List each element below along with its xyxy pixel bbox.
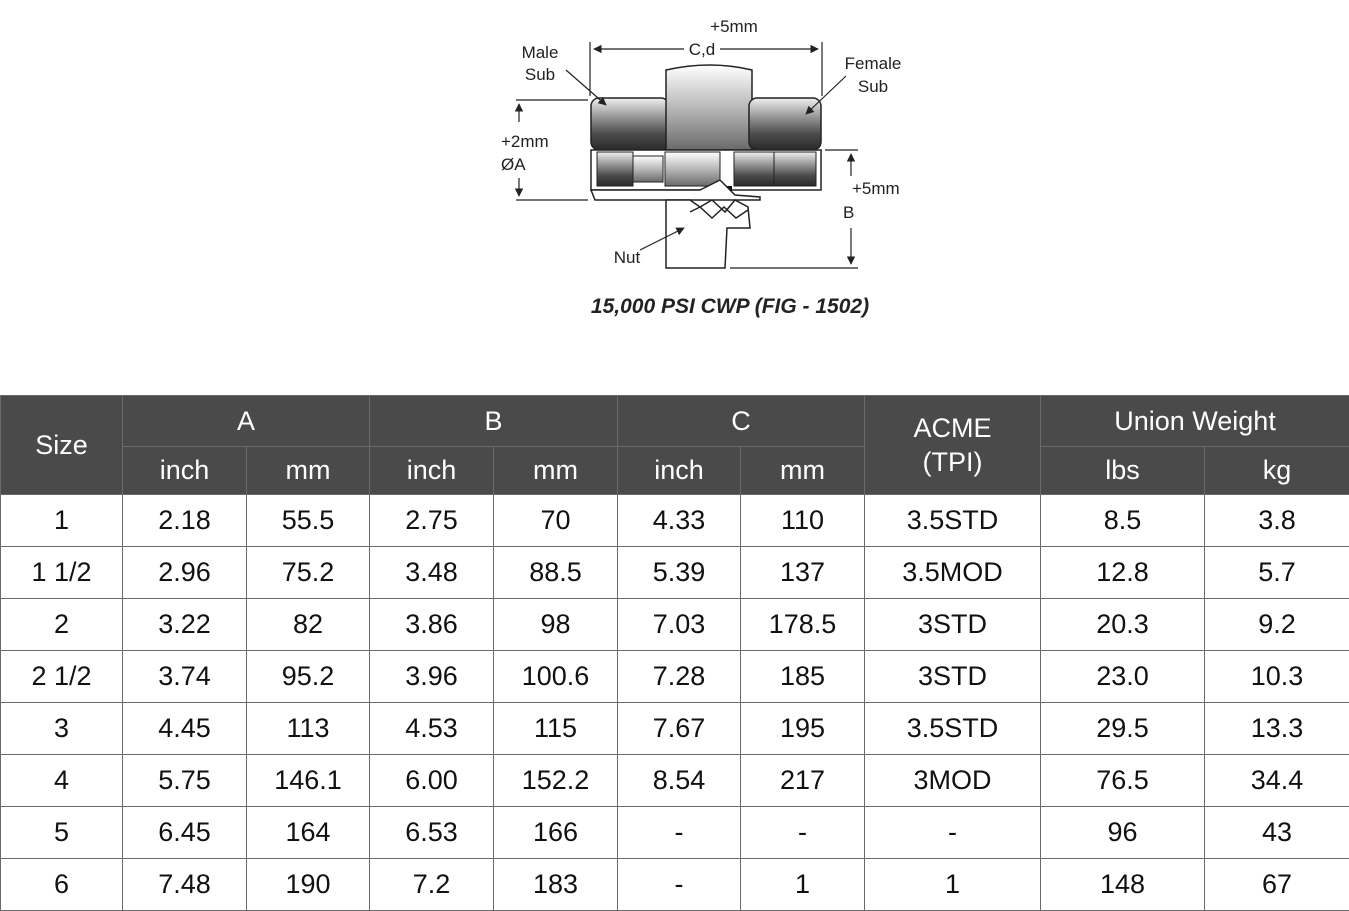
header-a-inch: inch <box>123 447 247 495</box>
cell-weight-kg: 10.3 <box>1205 651 1349 703</box>
header-b: B <box>370 396 618 447</box>
cell-b-mm: 88.5 <box>494 547 618 599</box>
cell-c-mm: 110 <box>741 495 865 547</box>
cell-acme-tpi: - <box>865 807 1041 859</box>
cell-c-inch: 7.67 <box>618 703 741 755</box>
cell-weight-kg: 43 <box>1205 807 1349 859</box>
cell-size: 6 <box>1 859 123 911</box>
cell-weight-lbs: 29.5 <box>1041 703 1205 755</box>
cell-a-mm: 146.1 <box>247 755 370 807</box>
male-sub-label-2: Sub <box>525 65 555 84</box>
cell-c-mm: - <box>741 807 865 859</box>
header-a-mm: mm <box>247 447 370 495</box>
cell-a-inch: 7.48 <box>123 859 247 911</box>
cell-b-mm: 100.6 <box>494 651 618 703</box>
cell-b-mm: 115 <box>494 703 618 755</box>
cell-b-inch: 4.53 <box>370 703 494 755</box>
cell-size: 3 <box>1 703 123 755</box>
cell-size: 4 <box>1 755 123 807</box>
dimension-cd-label: C,d <box>689 40 715 59</box>
figure-caption: 15,000 PSI CWP (FIG - 1502) <box>591 295 869 318</box>
union-diagram <box>0 0 1349 340</box>
cell-a-mm: 190 <box>247 859 370 911</box>
cell-a-mm: 95.2 <box>247 651 370 703</box>
cell-weight-kg: 9.2 <box>1205 599 1349 651</box>
cell-size: 5 <box>1 807 123 859</box>
tolerance-left-label: +2mm <box>501 132 549 151</box>
header-c-mm: mm <box>741 447 865 495</box>
table-row <box>1 495 1349 547</box>
male-sub-shape <box>591 98 669 150</box>
table-row <box>1 599 1349 651</box>
table-row <box>1 547 1349 599</box>
cell-a-mm: 82 <box>247 599 370 651</box>
cell-a-inch: 5.75 <box>123 755 247 807</box>
cell-weight-lbs: 12.8 <box>1041 547 1205 599</box>
table-row <box>1 703 1349 755</box>
cell-a-inch: 2.96 <box>123 547 247 599</box>
header-c: C <box>618 396 865 447</box>
cell-c-inch: - <box>618 859 741 911</box>
cell-weight-lbs: 23.0 <box>1041 651 1205 703</box>
cell-c-mm: 217 <box>741 755 865 807</box>
header-acme <box>865 396 1041 495</box>
cell-c-mm: 1 <box>741 859 865 911</box>
cell-b-inch: 7.2 <box>370 859 494 911</box>
cell-acme-tpi: 3.5MOD <box>865 547 1041 599</box>
header-b-mm: mm <box>494 447 618 495</box>
male-sub-label-1: Male <box>522 43 559 62</box>
header-union-weight: Union Weight <box>1041 396 1349 447</box>
nut-label: Nut <box>614 248 641 267</box>
cell-weight-lbs: 148 <box>1041 859 1205 911</box>
cell-a-mm: 75.2 <box>247 547 370 599</box>
cell-c-mm: 178.5 <box>741 599 865 651</box>
cell-a-inch: 3.74 <box>123 651 247 703</box>
cell-size: 2 1/2 <box>1 651 123 703</box>
cell-a-inch: 6.45 <box>123 807 247 859</box>
cell-b-mm: 98 <box>494 599 618 651</box>
cell-weight-lbs: 96 <box>1041 807 1205 859</box>
cell-a-inch: 3.22 <box>123 599 247 651</box>
table-row <box>1 859 1349 911</box>
header-acme-line1: ACME <box>914 413 992 443</box>
cell-size: 2 <box>1 599 123 651</box>
cell-c-mm: 195 <box>741 703 865 755</box>
cell-size: 1 <box>1 495 123 547</box>
cell-b-mm: 183 <box>494 859 618 911</box>
spec-table <box>0 395 1349 911</box>
tolerance-top-label: +5mm <box>710 17 758 36</box>
cell-a-mm: 113 <box>247 703 370 755</box>
cell-weight-lbs: 20.3 <box>1041 599 1205 651</box>
table-row <box>1 755 1349 807</box>
cell-c-mm: 185 <box>741 651 865 703</box>
cell-acme-tpi: 3MOD <box>865 755 1041 807</box>
cell-b-inch: 3.48 <box>370 547 494 599</box>
cell-b-inch: 2.75 <box>370 495 494 547</box>
header-lbs: lbs <box>1041 447 1205 495</box>
female-sub-shape <box>749 98 821 150</box>
cell-a-mm: 164 <box>247 807 370 859</box>
cell-b-inch: 3.96 <box>370 651 494 703</box>
header-c-inch: inch <box>618 447 741 495</box>
cell-acme-tpi: 3STD <box>865 599 1041 651</box>
table-body <box>1 495 1349 911</box>
table-row <box>1 807 1349 859</box>
cell-b-inch: 3.86 <box>370 599 494 651</box>
header-a: A <box>123 396 370 447</box>
header-acme-line2: (TPI) <box>923 447 983 477</box>
cell-a-inch: 4.45 <box>123 703 247 755</box>
cell-weight-kg: 34.4 <box>1205 755 1349 807</box>
cell-c-inch: 8.54 <box>618 755 741 807</box>
cell-c-inch: 7.03 <box>618 599 741 651</box>
female-sub-label-1: Female <box>845 54 902 73</box>
header-size: Size <box>1 396 123 495</box>
union-drawing <box>0 0 1349 340</box>
cell-acme-tpi: 3.5STD <box>865 703 1041 755</box>
cell-c-inch: 5.39 <box>618 547 741 599</box>
cell-b-mm: 152.2 <box>494 755 618 807</box>
cell-weight-lbs: 8.5 <box>1041 495 1205 547</box>
cell-c-inch: - <box>618 807 741 859</box>
header-b-inch: inch <box>370 447 494 495</box>
female-sub-label-2: Sub <box>858 77 888 96</box>
dimension-b-label: B <box>843 203 854 222</box>
header-kg: kg <box>1205 447 1349 495</box>
cell-weight-kg: 3.8 <box>1205 495 1349 547</box>
tolerance-right-label: +5mm <box>852 179 900 198</box>
table-row <box>1 651 1349 703</box>
cell-weight-kg: 5.7 <box>1205 547 1349 599</box>
cell-c-inch: 4.33 <box>618 495 741 547</box>
cell-a-mm: 55.5 <box>247 495 370 547</box>
cell-c-inch: 7.28 <box>618 651 741 703</box>
cell-weight-kg: 13.3 <box>1205 703 1349 755</box>
cell-b-mm: 166 <box>494 807 618 859</box>
dimension-a-label: ØA <box>501 155 526 174</box>
cell-acme-tpi: 3STD <box>865 651 1041 703</box>
cell-acme-tpi: 3.5STD <box>865 495 1041 547</box>
cell-a-inch: 2.18 <box>123 495 247 547</box>
cell-acme-tpi: 1 <box>865 859 1041 911</box>
nut-wing-shape <box>666 65 752 150</box>
cell-weight-kg: 67 <box>1205 859 1349 911</box>
cell-b-inch: 6.53 <box>370 807 494 859</box>
cell-size: 1 1/2 <box>1 547 123 599</box>
cell-b-mm: 70 <box>494 495 618 547</box>
cell-b-inch: 6.00 <box>370 755 494 807</box>
cell-weight-lbs: 76.5 <box>1041 755 1205 807</box>
cell-c-mm: 137 <box>741 547 865 599</box>
